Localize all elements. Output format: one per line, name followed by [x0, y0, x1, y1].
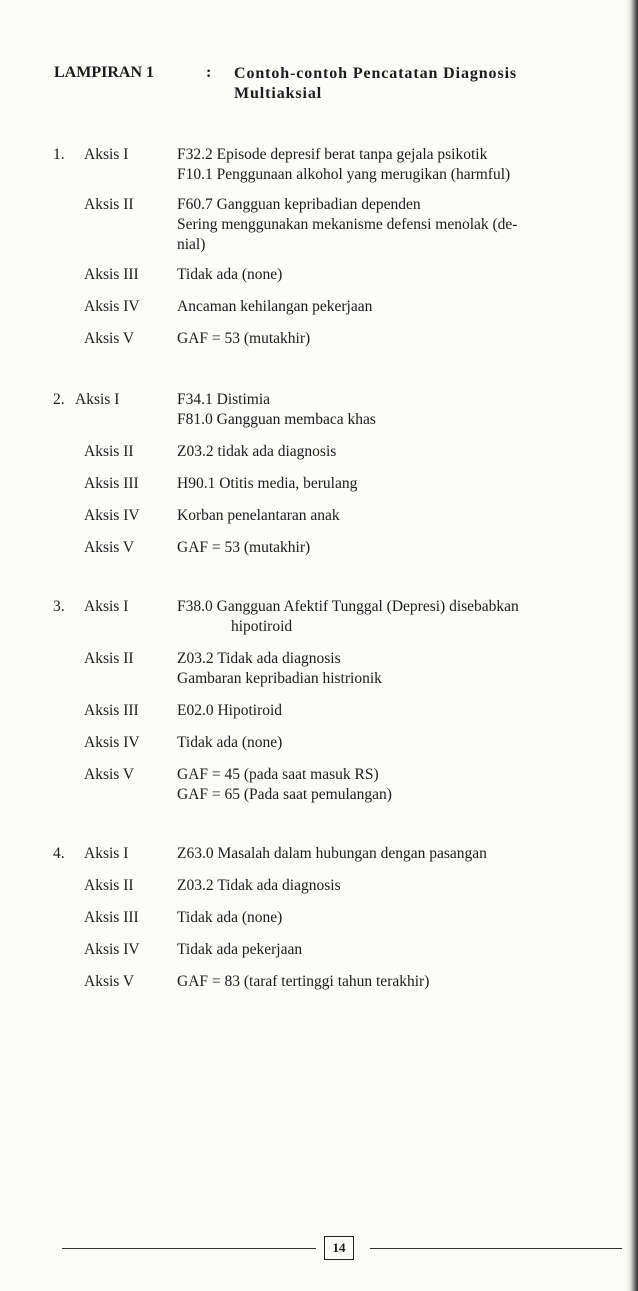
axis-label: Aksis IV: [84, 941, 140, 958]
axis-entries: [177, 844, 627, 864]
axis-entries: [177, 597, 627, 637]
axis-entries: [177, 701, 627, 721]
diagnosis-entry: Tidak ada (none): [177, 909, 283, 926]
diagnosis-entry: Z03.2 Tidak ada diagnosis: [177, 877, 341, 894]
diagnosis-entry: Z03.2 tidak ada diagnosis: [177, 443, 337, 460]
axis-label: Aksis III: [84, 702, 139, 719]
axis-entries: [177, 297, 627, 317]
diagnosis-entry: Ancaman kehilangan pekerjaan: [177, 298, 373, 315]
axis-label: Aksis I: [84, 845, 129, 862]
diagnosis-entry: Z03.2 Tidak ada diagnosis: [177, 650, 341, 667]
diagnosis-entry: GAF = 45 (pada saat masuk RS): [177, 766, 379, 783]
diagnosis-entry: GAF = 53 (mutakhir): [177, 330, 311, 347]
diagnosis-entry: nial): [177, 236, 206, 253]
diagnosis-entry: F34.1 Distimia: [177, 391, 271, 408]
appendix-title-line-1: Contoh-contoh Pencatatan Diagnosis: [234, 65, 518, 82]
diagnosis-entry: Tidak ada (none): [177, 734, 283, 751]
axis-entries: [177, 506, 627, 526]
diagnosis-entry: E02.0 Hipotiroid: [177, 702, 283, 719]
diagnosis-entry: GAF = 83 (taraf tertinggi tahun terakhir): [177, 973, 430, 990]
axis-entries: [177, 876, 627, 896]
case-number: 1.: [53, 146, 65, 163]
diagnosis-entry: Sering menggunakan mekanisme defensi menolak (de-: [177, 216, 518, 233]
diagnosis-entry: F10.1 Penggunaan alkohol yang merugikan (harmful): [177, 166, 511, 183]
axis-entries: [177, 390, 627, 430]
axis-label: Aksis II: [84, 877, 134, 894]
axis-entries: [177, 195, 627, 255]
diagnosis-entry: F60.7 Gangguan kepribadian dependen: [177, 196, 421, 213]
axis-entries: [177, 145, 627, 185]
scan-page-edge: [626, 0, 638, 1291]
axis-label: Aksis II: [84, 196, 134, 213]
axis-label: Aksis V: [84, 330, 135, 347]
case-number: 4.: [53, 845, 65, 862]
appendix-title: [234, 64, 634, 104]
axis-entries: [177, 908, 627, 928]
case-number: 3.: [53, 598, 65, 615]
diagnosis-entry: Korban penelantaran anak: [177, 507, 340, 524]
axis-label: Aksis I: [84, 598, 129, 615]
axis-entries: [177, 733, 627, 753]
axis-entries: [177, 538, 627, 558]
diagnosis-entry: F81.0 Gangguan membaca khas: [177, 411, 376, 428]
diagnosis-entry: GAF = 53 (mutakhir): [177, 539, 311, 556]
page-number: 14: [324, 1236, 354, 1260]
diagnosis-entry: Gambaran kepribadian histrionik: [177, 670, 382, 687]
diagnosis-entry: Tidak ada (none): [177, 266, 283, 283]
axis-label: Aksis V: [84, 973, 135, 990]
axis-entries: [177, 972, 627, 992]
axis-label: Aksis III: [84, 909, 139, 926]
axis-label: Aksis III: [84, 475, 139, 492]
axis-label: Aksis II: [84, 443, 134, 460]
appendix-label: LAMPIRAN 1: [54, 64, 154, 81]
axis-label: Aksis IV: [84, 507, 140, 524]
diagnosis-entry: F38.0 Gangguan Afektif Tunggal (Depresi) disebabkan: [177, 598, 519, 615]
axis-label: Aksis V: [84, 766, 135, 783]
axis-entries: [177, 265, 627, 285]
axis-entries: [177, 940, 627, 960]
diagnosis-entry: F32.2 Episode depresif berat tanpa gejala psikotik: [177, 146, 488, 163]
axis-entries: [177, 329, 627, 349]
diagnosis-entry: GAF = 65 (Pada saat pemulangan): [177, 786, 392, 803]
footer-rule-right: [370, 1248, 622, 1249]
diagnosis-entry: hipotiroid: [231, 618, 293, 635]
page-footer: [0, 1236, 638, 1266]
axis-label: Aksis II: [84, 650, 134, 667]
axis-label: Aksis V: [84, 539, 135, 556]
axis-entries: [177, 442, 627, 462]
diagnosis-entry: Tidak ada pekerjaan: [177, 941, 303, 958]
axis-label: Aksis III: [84, 266, 139, 283]
axis-label: Aksis IV: [84, 298, 140, 315]
axis-label: Aksis IV: [84, 734, 140, 751]
case-number: 2.: [53, 391, 65, 408]
axis-entries: [177, 649, 627, 689]
diagnosis-entry: Z63.0 Masalah dalam hubungan dengan pasangan: [177, 845, 487, 862]
axis-label: Aksis I: [84, 146, 129, 163]
footer-rule-left: [62, 1248, 316, 1249]
axis-entries: [177, 765, 627, 805]
axis-label: Aksis I: [75, 391, 120, 408]
header-separator: :: [206, 64, 212, 81]
diagnosis-entry: H90.1 Otitis media, berulang: [177, 475, 358, 492]
axis-entries: [177, 474, 627, 494]
appendix-title-line-2: Multiaksial: [234, 85, 323, 102]
